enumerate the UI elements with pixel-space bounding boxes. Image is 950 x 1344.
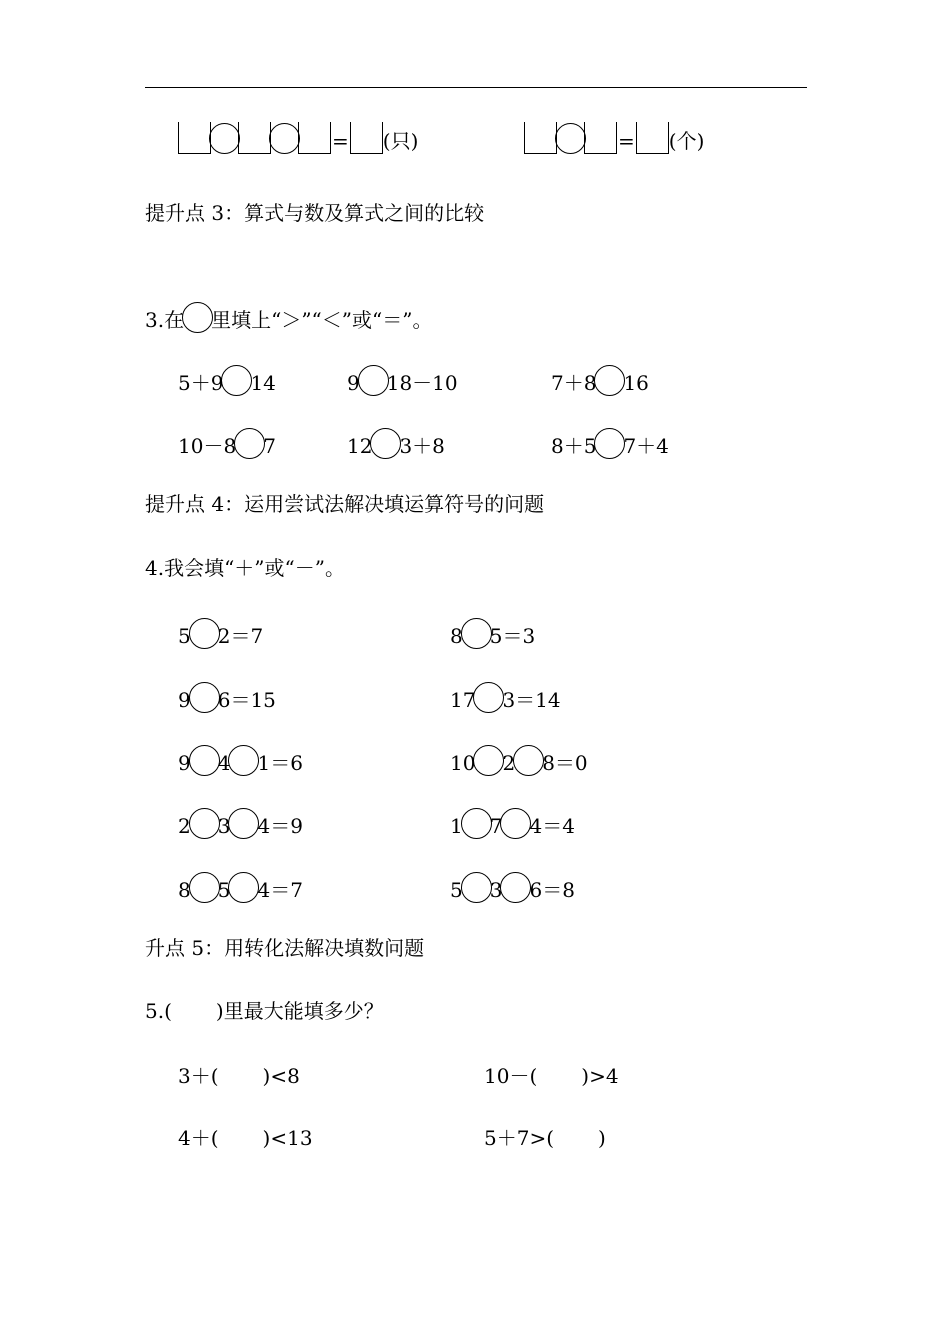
number: 17 <box>450 688 476 712</box>
number: 9 <box>178 688 191 712</box>
equals-sign: = <box>332 129 349 153</box>
expr-right: 7 <box>263 434 276 458</box>
number: 2 <box>178 814 191 838</box>
number: 3 <box>217 814 231 838</box>
compare-circle[interactable] <box>594 428 625 459</box>
operator-circle[interactable] <box>500 808 531 839</box>
number: 2 <box>502 751 516 775</box>
operator-item <box>178 808 303 838</box>
operator-circle[interactable] <box>228 872 259 903</box>
compare-circle[interactable] <box>234 428 265 459</box>
operator-circle[interactable] <box>189 872 220 903</box>
operator-item <box>178 682 276 712</box>
compare-circle[interactable] <box>594 365 625 396</box>
number: 6＝15 <box>217 688 276 712</box>
equation-right <box>524 122 704 152</box>
number: 5 <box>450 878 463 902</box>
circle-icon <box>182 302 213 333</box>
number: 9 <box>178 751 191 775</box>
compare-item <box>551 365 649 395</box>
fill-item <box>484 1064 619 1094</box>
operator-circle[interactable] <box>461 872 492 903</box>
operator-item <box>178 618 263 648</box>
equals-sign: = <box>618 129 635 153</box>
number: 8 <box>450 624 463 648</box>
operator-circle[interactable] <box>500 872 531 903</box>
number: 7 <box>489 814 503 838</box>
fill-item <box>178 1064 300 1094</box>
compare-circle[interactable] <box>370 428 401 459</box>
expr-pre: 10－( <box>484 1064 538 1088</box>
compare-circle[interactable] <box>221 365 252 396</box>
operator-circle[interactable] <box>461 808 492 839</box>
expr-left: 7＋8 <box>551 371 597 395</box>
number: 3＝14 <box>502 688 561 712</box>
operator-circle[interactable] <box>189 745 220 776</box>
question-prefix: 5.( <box>145 999 172 1023</box>
operator-item <box>450 745 588 775</box>
number: 5＝3 <box>489 624 536 648</box>
expr-post: ) <box>598 1126 606 1150</box>
answer-box[interactable] <box>238 122 271 154</box>
compare-item <box>178 428 276 458</box>
expr-right: 16 <box>623 371 649 395</box>
number: 3 <box>489 878 503 902</box>
number: 8 <box>178 878 191 902</box>
number: 4＝7 <box>257 878 303 902</box>
number: 4＝9 <box>257 814 303 838</box>
expr-post: )>4 <box>581 1064 619 1088</box>
compare-item <box>178 365 276 395</box>
expr-left: 10－8 <box>178 434 237 458</box>
expr-left: 5＋9 <box>178 371 224 395</box>
operator-item <box>450 872 575 902</box>
header-rule <box>145 87 807 88</box>
operator-circle[interactable] <box>189 808 220 839</box>
operator-circle[interactable] <box>461 618 492 649</box>
operator-circle[interactable] <box>473 745 504 776</box>
operator-circle[interactable] <box>473 682 504 713</box>
operator-circle[interactable] <box>189 618 220 649</box>
number: 1＝6 <box>257 751 303 775</box>
number: 8＝0 <box>542 751 588 775</box>
number: 10 <box>450 751 476 775</box>
fill-item <box>178 1126 313 1156</box>
number: 5 <box>178 624 191 648</box>
expr-right: 3＋8 <box>399 434 445 458</box>
question-prefix: 3.在 <box>145 308 185 332</box>
section3-heading: 提升点 3：算式与数及算式之间的比较 <box>145 201 485 225</box>
expr-left: 12 <box>347 434 373 458</box>
compare-item <box>551 428 669 458</box>
expr-post: )<13 <box>262 1126 313 1150</box>
section3-question <box>145 302 432 332</box>
number: 6＝8 <box>529 878 575 902</box>
equation-left <box>178 122 418 152</box>
expr-post: )<8 <box>262 1064 300 1088</box>
operator-circle[interactable] <box>228 745 259 776</box>
unit-label: (只) <box>382 129 419 153</box>
operator-item <box>450 618 535 648</box>
answer-box[interactable] <box>178 122 211 154</box>
number: 1 <box>450 814 463 838</box>
operator-circle[interactable] <box>189 682 220 713</box>
operator-circle[interactable] <box>513 745 544 776</box>
compare-item <box>347 428 445 458</box>
expr-right: 18－10 <box>386 371 458 395</box>
operator-item <box>178 745 303 775</box>
compare-item <box>347 365 458 395</box>
answer-box[interactable] <box>524 122 557 154</box>
fill-item <box>484 1126 606 1156</box>
expr-pre: 3＋( <box>178 1064 219 1088</box>
expr-left: 8＋5 <box>551 434 597 458</box>
operator-circle[interactable] <box>555 123 586 154</box>
expr-right: 14 <box>250 371 276 395</box>
operator-item <box>450 682 561 712</box>
question-suffix: 里填上“＞”“＜”或“＝”。 <box>211 308 433 332</box>
number: 2＝7 <box>217 624 264 648</box>
section5-question <box>145 999 384 1029</box>
section4-heading: 提升点 4：运用尝试法解决填运算符号的问题 <box>145 492 545 516</box>
expr-pre: 5＋7>( <box>484 1126 555 1150</box>
operator-circle[interactable] <box>209 123 240 154</box>
operator-item <box>450 808 575 838</box>
expr-left: 9 <box>347 371 360 395</box>
expr-pre: 4＋( <box>178 1126 219 1150</box>
expr-right: 7＋4 <box>623 434 669 458</box>
number: 4 <box>217 751 231 775</box>
answer-box[interactable] <box>350 122 383 154</box>
answer-box[interactable] <box>636 122 669 154</box>
question-suffix: )里最大能填多少？ <box>215 999 384 1023</box>
operator-circle[interactable] <box>228 808 259 839</box>
number: 5 <box>217 878 231 902</box>
section4-question: 4.我会填“＋”或“－”。 <box>145 556 345 580</box>
operator-circle[interactable] <box>269 123 300 154</box>
compare-circle[interactable] <box>358 365 389 396</box>
number: 4＝4 <box>529 814 575 838</box>
section5-heading: 升点 5：用转化法解决填数问题 <box>145 936 425 960</box>
unit-label: (个) <box>668 129 705 153</box>
answer-box[interactable] <box>584 122 617 154</box>
operator-item <box>178 872 303 902</box>
answer-box[interactable] <box>298 122 331 154</box>
